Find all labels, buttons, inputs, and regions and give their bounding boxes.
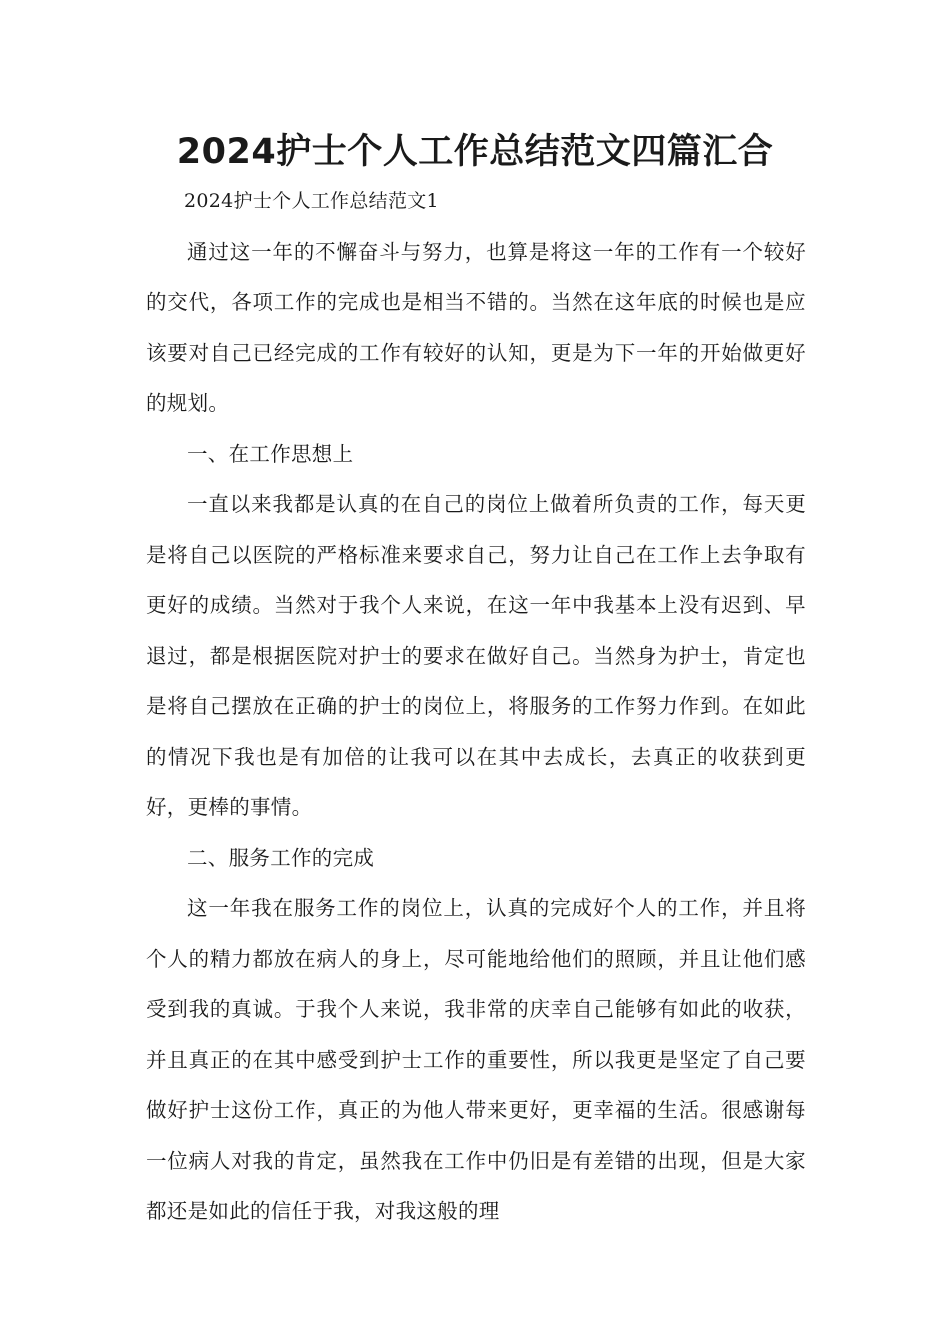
section-heading-1: 一、在工作思想上: [187, 441, 354, 466]
document-title: 2024护士个人工作总结范文四篇汇合: [176, 132, 774, 172]
paragraph-service-work: 这一年我在服务工作的岗位上，认真的完成好个人的工作，并且将个人的精力都放在病人的身上，尽可能地给他们的照顾，并且让他们感受到我的真诚。于我个人来说，我非常的庆幸自己能够有如此的收获，并且真正的在其中感受到护士工作的重要性，所以我更是坚定了自己要做好护士这份工作，真正的为他人带来更好，更幸福的生活。很感谢每一位病人对我的肯定，虽然我在工作中仍旧是有差错的出现，但是大家都还是如此的信任于我，对我这般的理: [146, 896, 806, 1223]
section-heading-2: 二、服务工作的完成: [187, 845, 375, 870]
document-body: [146, 176, 806, 1237]
paragraph-work-thinking: 一直以来我都是认真的在自己的岗位上做着所负责的工作，每天更是将自己以医院的严格标准来要求自己，努力让自己在工作上去争取有更好的成绩。当然对于我个人来说，在这一年中我基本上没有迟到、早退过，都是根据医院对护士的要求在做好自己。当然身为护士，肯定也是将自己摆放在正确的护士的岗位上，将服务的工作努力作到。在如此的情况下我也是有加倍的让我可以在其中去成长，去真正的收获到更好，更棒的事情。: [146, 492, 806, 819]
paragraph-intro: 通过这一年的不懈奋斗与努力，也算是将这一年的工作有一个较好的交代，各项工作的完成也是相当不错的。当然在这年底的时候也是应该要对自己已经完成的工作有较好的认知，更是为下一年的开始做更好的规划。: [146, 239, 806, 415]
section-subtitle: 2024护士个人工作总结范文1: [184, 190, 439, 212]
